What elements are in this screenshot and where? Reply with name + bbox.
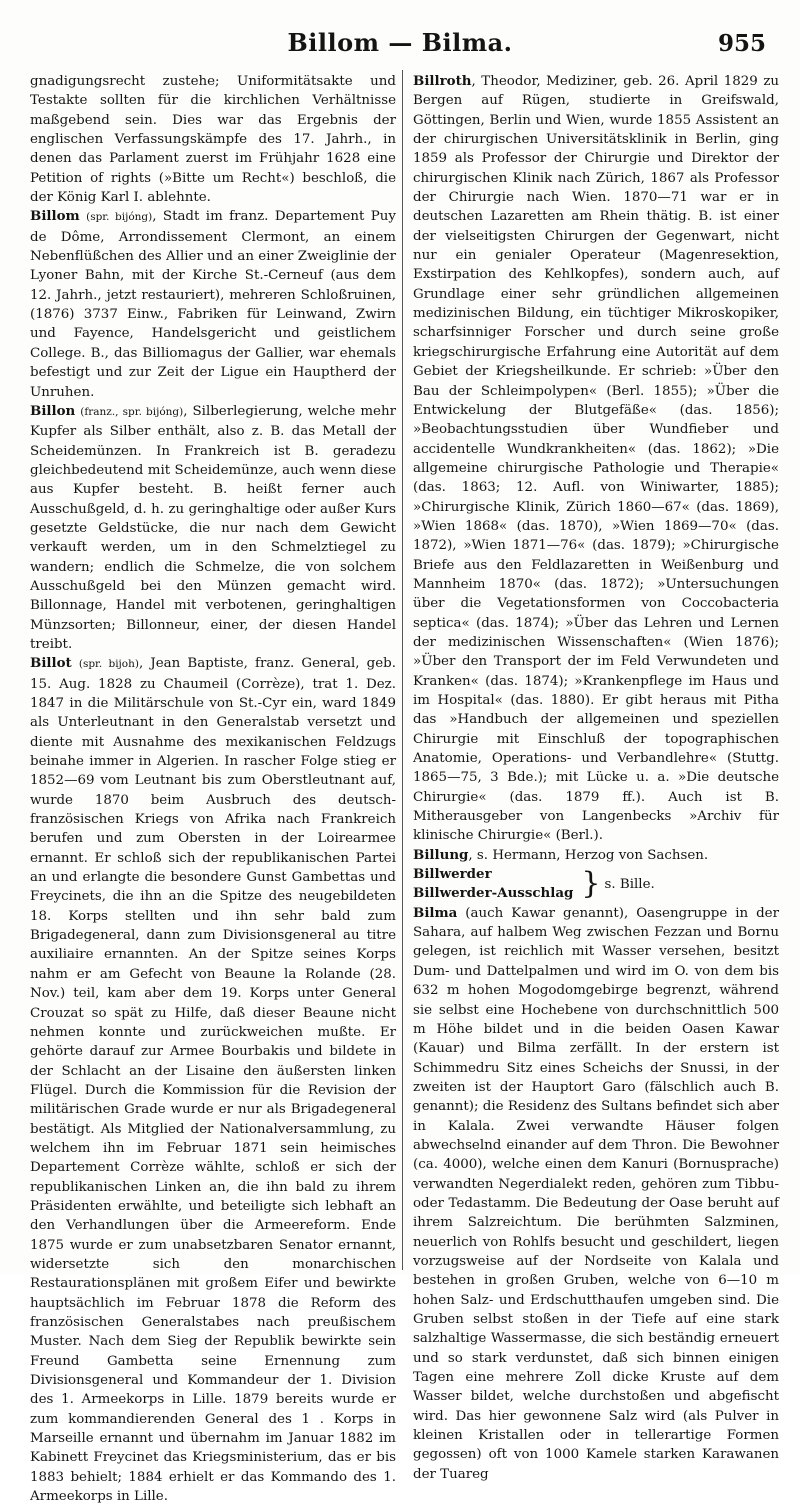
- entry-bilma: [413, 904, 779, 1484]
- left-column: [30, 72, 396, 1506]
- entry-headword: Billom: [30, 208, 80, 225]
- entry-text: , Theodor, Mediziner, geb. 26. April 1829 zu Bergen auf Rügen, studierte in Greifswald, Göttingen, Berlin und Wien, wurde 1855 Assistent an der chirurgischen Universitätsklinik in Berlin, ging 1859 als Professor der Chirurgie und Direktor der chirurgischen Klinik nach Zürich, 1867 als Professor der Chirurgie nach Wien. 1870—71 war er in deutschen Lazaretten am Rhein thätig. B. ist einer der vielseitigsten Chirurgen der Gegenwart, nicht nur ein genialer Operateur (Magenresektion, Exstirpation des Kehlkopfes), sondern auch, auf Grundlage einer sehr gründlichen allgemeinen medizinischen Bildung, ein tüchtiger Mikroskopiker, scharfsinniger Forscher und durch seine große kriegschirurgische Erfahrung eine Autorität auf dem Gebiet der Kriegsheilkunde. Er schrieb: »Über den Bau der Schleimpolypen« (Berl. 1855); »Über die Entwickelung der Blutgefäße« (das. 1856); »Beobachtungsstudien über Wundfieber und accidentelle Wundkrankheiten« (das. 1862); »Die allgemeine chirurgische Pathologie und Therapie« (das. 1863; 12. Aufl. von Winiwarter, 1885); »Chirurgische Klinik, Zürich 1860—67« (das. 1869), »Wien 1868« (das. 1870), »Wien 1869—70« (das. 1872), »Wien 1871—76« (das. 1879); »Chirurgische Briefe aus den Feldlazaretten in Weißenburg und Mannheim 1870« (das. 1872); »Untersuchungen über die Vegetationsformen von Coccobacteria septica« (das. 1874); »Über das Lehren und Lernen der medizinischen Wissenschaften« (Wien 1876); »Über den Transport der im Feld Verwundeten und Kranken« (das. 1874); »Krankenpflege im Haus und im Hospital« (das. 1880). Er gibt heraus mit Pitha das »Handbuch der allgemeinen und speziellen Chirurgie mit Einschluß der topographischen Anatomie, Operations- und Verbandlehre« (Stuttg. 1865—75, 3 Bde.); mit Lücke u. a. »Die deutsche Chirurgie« (das. 1879 ff.). Auch ist B. Mitherausgeber von Langenbecks »Archiv für klinische Chirurgie« (Berl.).: [413, 74, 779, 844]
- entry-text: (auch Kawar genannt), Oasengruppe in der Sahara, auf halbem Weg zwischen Fezzan und Bornu gelegen, ist reichlich mit Wasser versehen, besitzt Dum- und Dattelpalmen und wird im O. von dem bis 632 m hohen Mogodomgebirge begrenzt, während sie selbst eine Hochebene von durchschnittlich 500 m Höhe bildet und in die beiden Oasen Kawar (Kauar) und Bilma zerfällt. In der erstern ist Schimmedru Sitz eines Scheichs der Snussi, in der zweiten ist der Hauptort Garo (fälschlich auch B. genannt); die Residenz des Sultans befindet sich aber in Kalala. Zwei verwandte Häuser folgen abwechselnd einander auf dem Thron. Die Bewohner (ca. 4000), welche einen dem Kanuri (Bornusprache) verwandten Negerdialekt reden, gehören zum Tibbu- oder Tedastamm. Die Bedeutung der Oase beruht auf ihrem Salzreichtum. Die berühmten Salzminen, neuerlich von Rohlfs besucht und geschildert, liegen vorzugsweise auf der Nordseite von Kalala und bestehen in großen Gruben, welche von 6—10 m hohen Salz- und Erdschutthaufen umgeben sind. Die Gruben selbst stoßen in der Tiefe auf eine stark salzhaltige Wassermasse, die sich beständig erneuert und so stark verdunstet, daß sich binnen einigen Tagen eine mehrere Zoll dicke Kruste auf dem Wasser bildet, welche durchstoßen und abgefischt wird. Das hier gewonnene Salz wird (als Pulver in kleinen Kristallen oder in tellerartige Formen gegossen) oft von 1000 Kamele starken Karawanen der Tuareg: [413, 905, 779, 1482]
- entry-text: , Jean Baptiste, franz. General, geb. 15. Aug. 1828 zu Chaumeil (Corrèze), trat 1. Dez. 1847 in die Militärschule von St.-Cyr ein, ward 1849 als Unterleutnant in den Generalstab versetzt und diente mit Ausnahme des mexikanischen Feldzugs beinahe immer in Algerien. In rascher Folge stieg er 1852—69 vom Leutnant bis zum Oberstleutnant auf, wurde 1870 beim Ausbruch des deutsch-französischen Kriegs von Afrika nach Frankreich berufen und zum Obersten in der Loirearmee ernannt. Er schloß sich der republikanischen Partei an und erlangte die besondere Gunst Gambettas und Freycinets, die ihn an die Spitze des neugebildeten 18. Korps stellten und ihn sehr bald zum Brigadegeneral, dann zum Divisionsgeneral au titre auxiliaire ernannten. An der Spitze seines Korps nahm er am Gefecht von Beaune la Rolande (28. Nov.) teil, kam aber dem 19. Korps unter General Crouzat so spät zu Hilfe, daß dieser Beaune nicht nehmen konnte und zurückweichen mußte. Er gehörte darauf zur Armee Bourbakis und bildete in der Schlacht an der Lisaine den äußersten linken Flügel. Durch die Kommission für die Revision der militärischen Grade wurde er nur als Brigadegeneral bestätigt. Als Mitglied der Nationalversammlung, zu welchem ihn im Februar 1871 sein heimisches Departement Corrèze wählte, schloß er sich der republikanischen Linken an, die ihn bald zu ihrem Präsidenten erwählte, und beteiligte sich lebhaft an den Verhandlungen über die Armeereform. Ende 1875 wurde er zum unabsetzbaren Senator ernannt, widersetzte sich den monarchischen Restaurationsplänen mit großem Eifer und bewirkte hauptsächlich im Februar 1878 die Reform des französischen Generalstabes nach preußischem Muster. Nach dem Sieg der Republik bewirkte sein Freund Gambetta seine Ernennung zum Divisionsgeneral und Kommandeur der 1. Division des 1. Armeekorps in Lille. 1879 bereits wurde er zum kommandierenden General des 1 . Korps in Marseille ernannt und übernahm im Januar 1882 im Kabinett Freycinet das Kriegsministerium, das er bis 1883 behielt; 1884 erhielt er das Kommando des 1. Armeekorps in Lille.: [30, 656, 396, 1505]
- entry-headword: Billwerder-Ausschlag: [413, 885, 574, 902]
- entry-headword: Billung: [413, 846, 469, 863]
- entry-text: , s. Hermann, Herzog von Sachsen.: [468, 847, 709, 863]
- entry-billung: [413, 846, 779, 865]
- entry-billon: [30, 402, 396, 654]
- entry-pronunciation: (spr. bijoh): [78, 658, 139, 671]
- entry-billot: [30, 654, 396, 1506]
- entry-text: , Silberlegierung, welche mehr Kupfer als Silber enthält, also z. B. das Metall der Scheidemünzen. In Frankreich ist B. geradezu gleichbedeutend mit Scheidemünze, auch wenn diese aus Kupfer besteht. B. heißt ferner auch Ausschußgeld, d. h. zu geringhaltige oder außer Kurs gesetzte Geldstücke, die nur nach dem Gewicht verkauft werden, um in den Schmelztiegel zu wandern; endlich die Schmelze, die von solchem Ausschußgeld bei den Münzen gemacht wird. Billonnage, Handel mit verbotenen, geringhaltigen Münzsorten; Billonneur, einer, der diesen Handel treibt.: [30, 403, 396, 652]
- right-column: [413, 72, 779, 1484]
- entry-billroth: [413, 72, 779, 846]
- entry-headword: Billot: [30, 655, 72, 672]
- column-divider: [402, 70, 403, 1270]
- running-head-title: Billom — Bilma.: [287, 28, 513, 57]
- entry-headword: Billon: [30, 402, 76, 419]
- entry-pronunciation: (spr. bijóng): [86, 211, 153, 224]
- entry-pronunciation: (franz., spr. bijóng): [80, 405, 184, 418]
- entry-headword: Billwerder: [413, 866, 492, 883]
- headword-stack: [413, 865, 573, 904]
- entry-headword: Billroth: [413, 73, 472, 89]
- brace-glyph: }: [581, 866, 601, 902]
- entry-headword: Bilma: [413, 904, 458, 921]
- entry-continuation: [30, 72, 396, 207]
- entry-billwerder-group: [413, 865, 779, 904]
- entry-text: gnadigungsrecht zustehe; Uniformitätsakte und Testakte sollten für die kirchlichen Verhältnisse maßgebend sein. Dies war das Ergebnis der englischen Verfassungskämpfe des 17. Jahrh., in denen das Parlament zuerst im Frühjahr 1628 eine Petition of rights (»Bitte um Recht«) beschloß, die der König Karl I. ablehnte.: [30, 74, 396, 206]
- running-header: [0, 28, 800, 68]
- entry-text: s. Bille.: [604, 876, 655, 892]
- entry-text: , Stadt im franz. Departement Puy de Dôme, Arrondissement Clermont, an einem Nebenflüßchen des Allier und an einer Zweiglinie der Lyoner Bahn, mit der Kirche St.-Cerneuf (aus dem 12. Jahrh., jetzt restauriert), mehreren Schloßruinen, (1876) 3737 Einw., Fabriken für Leinwand, Zwirn und Fayence, Handelsgericht und geistlichem College. B., das Billiomagus der Gallier, war ehemals befestigt und zur Zeit der Ligue ein Hauptherd der Unruhen.: [30, 209, 396, 400]
- entry-billom: [30, 207, 396, 401]
- page-number: 955: [717, 30, 766, 57]
